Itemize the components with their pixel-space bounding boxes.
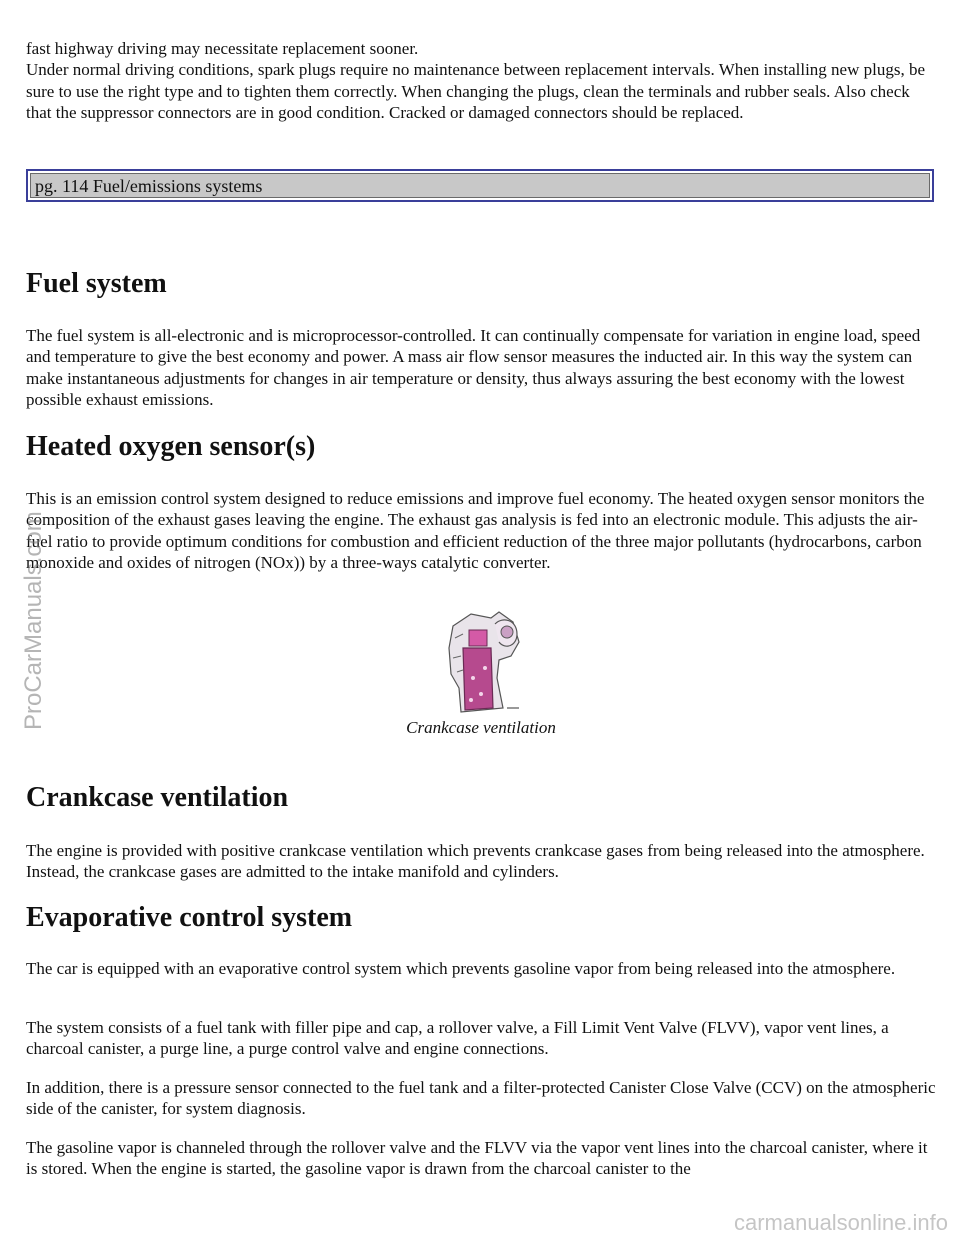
crankcase-figure bbox=[26, 608, 936, 738]
evaporative-paragraph-2: The system consists of a fuel tank with filler pipe and cap, a rollover valve, a Fill Limit Vent Valve (FLVV), vapor vent lines, a charcoal canister, a purge line, a purge control valve and engine connections. bbox=[26, 1018, 889, 1059]
section-header-bar bbox=[26, 169, 934, 202]
oxygen-sensor-body bbox=[26, 488, 936, 573]
heading-crankcase-ventilation: Crankcase ventilation bbox=[26, 782, 289, 813]
section-header-label: pg. 114 Fuel/emissions systems bbox=[30, 173, 930, 198]
crankcase-body bbox=[26, 840, 936, 883]
figure-caption: Crankcase ventilation bbox=[406, 718, 556, 737]
heading-evaporative-control: Evaporative control system bbox=[26, 902, 353, 933]
evaporative-body bbox=[26, 958, 936, 979]
engine-illustration bbox=[433, 608, 533, 718]
evaporative-paragraph-1: The car is equipped with an evaporative control system which prevents gasoline vapor from being released into the atmosphere. bbox=[26, 959, 896, 978]
bottom-watermark: carmanualsonline.info bbox=[733, 1210, 948, 1235]
side-watermark: ProCarManuals.com bbox=[20, 511, 47, 730]
intro-line: fast highway driving may necessitate replacement sooner. bbox=[26, 39, 419, 58]
crankcase-paragraph: The engine is provided with positive crankcase ventilation which prevents crankcase gases from being released into the atmosphere. Instead, the crankcase gases are admitted to the intake manifold and cylinders. bbox=[26, 841, 925, 882]
intro-text bbox=[26, 38, 936, 123]
intro-paragraph: Under normal driving conditions, spark plugs require no maintenance between replacement intervals. When installing new plugs, be sure to use the right type and to tighten them correctly. When changing the plugs, clean the terminals and rubber seals. Also check that the suppressor connectors are in good condition. Cracked or damaged connectors should be replaced. bbox=[26, 60, 926, 122]
heading-oxygen-sensor: Heated oxygen sensor(s) bbox=[26, 431, 316, 462]
evaporative-body-2 bbox=[26, 1017, 936, 1060]
evaporative-body-3 bbox=[26, 1077, 936, 1120]
evaporative-paragraph-3: In addition, there is a pressure sensor connected to the fuel tank and a filter-protected Canister Close Valve (CCV) on the atmospheric side of the canister, for system diagnosis. bbox=[26, 1078, 936, 1119]
oxygen-sensor-paragraph: This is an emission control system designed to reduce emissions and improve fuel economy. The heated oxygen sensor monitors the composition of the exhaust gases leaving the engine. The exhaust gas analysis is fed into an electronic module. This adjusts the air-fuel ratio to provide optimum conditions for combustion and efficient reduction of the three major pollutants (hydrocarbons, carbon monoxide and oxides of nitrogen (NOx)) by a three-ways catalytic converter. bbox=[26, 489, 925, 572]
heading-fuel-system: Fuel system bbox=[26, 268, 167, 299]
evaporative-paragraph-4: The gasoline vapor is channeled through the rollover valve and the FLVV via the vapor vent lines into the charcoal canister, where it is stored. When the engine is started, the gasoline vapor is drawn from the charcoal canister to the bbox=[26, 1138, 928, 1179]
fuel-system-body bbox=[26, 325, 936, 410]
evaporative-body-4 bbox=[26, 1137, 936, 1180]
fuel-system-paragraph: The fuel system is all-electronic and is microprocessor-controlled. It can continually compensate for variation in engine load, speed and temperature to give the best economy and power. A mass air flow sensor measures the inducted air. In this way the system can make instantaneous adjustments for changes in air temperature or density, thus always assuring the best economy with the lowest possible exhaust emissions. bbox=[26, 326, 921, 409]
